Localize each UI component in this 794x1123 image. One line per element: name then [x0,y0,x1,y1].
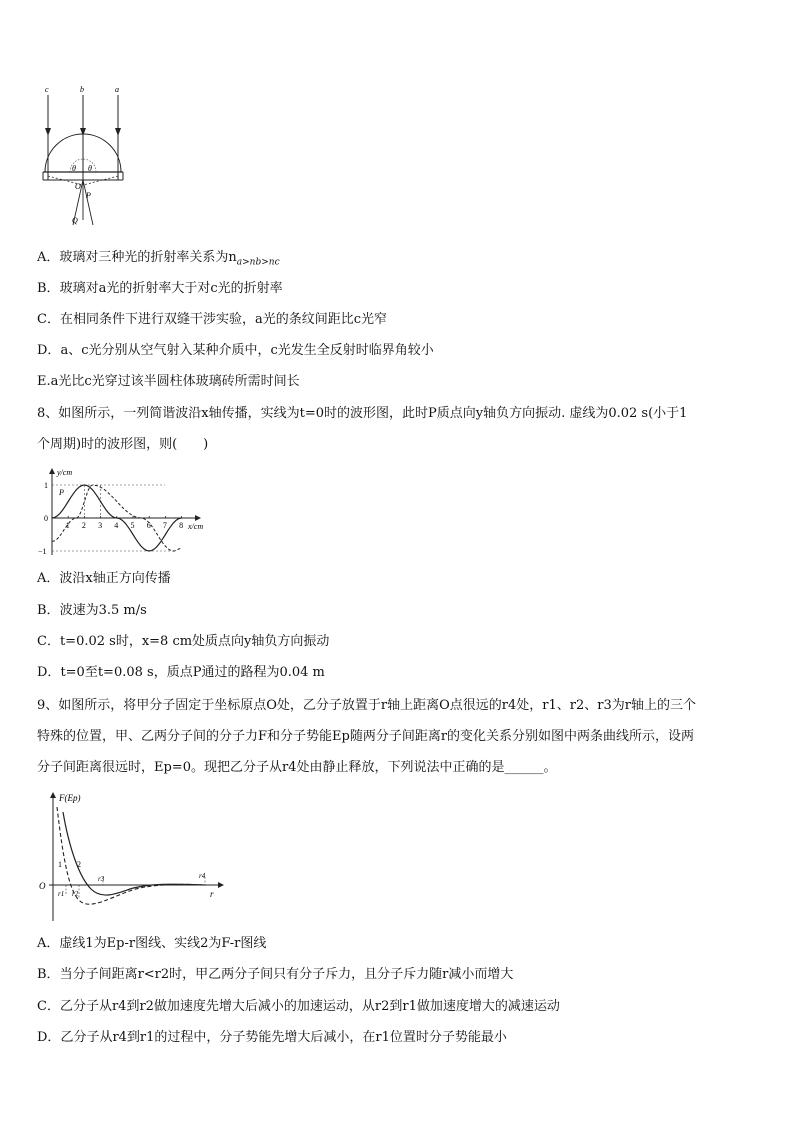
r1-label: r1 [58,890,65,898]
semicircle-refraction-figure [30,80,140,230]
wave-x-tick-label: 2 [81,521,86,530]
q9-option-b: B．当分子间距离r<r2时，甲乙两分子间只有分子斥力，且分子斥力随r减小而增大 [37,967,514,982]
q9-stem-line2: 特殊的位置，甲、乙两分子间的分子力F和分子势能Ep随两分子间距离r的变化关系分别如图中两条曲线所示，设两 [37,729,695,744]
point-O-label: O [75,182,81,191]
q9-option-a: A．虚线1为Ep-r图线、实线2为F-r图线 [37,936,267,951]
q8-option-b: B．波速为3.5 m/s [37,603,147,618]
wave-ytick-0: 0 [44,514,48,523]
force-r-axis-label: r [210,889,214,899]
q7-option-a: A．玻璃对三种光的折射率关系为$n_{a>nb>nc}$ [37,250,280,268]
wave-x-tick-label: 6 [146,521,151,530]
ray-b-label: b [80,85,84,94]
wave-x-axis-label: x/cm [188,522,204,531]
curve-1-label: 1 [58,860,62,869]
q9-stem-line3: 分子间距离很远时，Ep=0。现把乙分子从r4处由静止释放，下列说法中正确的是______。 [37,760,557,775]
wave-x-tick-label: 7 [162,521,167,530]
molecular-force-graph [35,787,230,925]
theta-right-label: θ [88,164,92,173]
q7-option-b: B．玻璃对a光的折射率大于对c光的折射率 [37,281,283,296]
wave-x-tick-label: 4 [114,521,119,530]
ray-a-label: a [115,85,119,94]
wave-x-tick-label: 5 [130,521,135,530]
q7-option-c: C．在相同条件下进行双缝干涉实验，a光的条纹间距比c光窄 [37,312,387,327]
wave-ytick-1: 1 [44,481,48,490]
wave-x-tick-label: 8 [179,521,184,530]
r4-label: r4 [199,872,206,880]
q8-option-d: D．t=0至t=0.08 s，质点P通过的路程为0.04 m [37,665,325,680]
q7-option-e: E.a光比c光穿过该半圆柱体玻璃砖所需时间长 [37,374,300,389]
q9-option-c: C．乙分子从r4到r2做加速度先增大后减小的加速运动，从r2到r1做加速度增大的减速运动 [37,999,560,1014]
force-y-axis-label: F(Ep) [59,793,81,803]
r2-label: r2 [72,890,79,898]
point-Q-label: Q [72,216,78,225]
curve-2-label: 2 [77,860,81,869]
wave-point-P-label: P [59,488,64,497]
q8-option-a: A．波沿x轴正方向传播 [37,571,171,586]
q8-option-c: C．t=0.02 s时，x=8 cm处质点向y轴负方向振动 [37,634,330,649]
point-P-label: P [86,191,91,200]
r3-label: r3 [98,875,105,883]
q9-option-d: D．乙分子从r4到r1的过程中，分子势能先增大后减小，在r1位置时分子势能最小 [37,1030,507,1045]
theta-left-label: θ [72,164,76,173]
curve-2-solid [63,812,205,895]
wave-x-tick-label: 1 [65,521,70,530]
wave-ytick-neg1: −1 [38,547,47,556]
q7-option-d: D．a、c光分别从空气射入某种介质中，c光发生全反射时临界角较小 [37,343,434,358]
ray-c-label: c [45,85,49,94]
q8-stem-line1: 8、如图所示，一列简谐波沿x轴传播，实线为t=0时的波形图，此时P质点向y轴负方向振动. 虚线为0.02 s(小于1 [37,406,688,421]
wave-graph [30,465,220,560]
q9-stem-line1: 9、如图所示，将甲分子固定于坐标原点O处，乙分子放置于r轴上距离O点很远的r4处，r1、r2、r3为r轴上的三个 [37,698,696,713]
wave-x-tick-label: 3 [98,521,103,530]
q8-stem-line2: 个周期)时的波形图，则( ) [37,437,209,452]
wave-y-axis-label: y/cm [57,468,73,477]
force-origin-label: O [39,881,46,891]
